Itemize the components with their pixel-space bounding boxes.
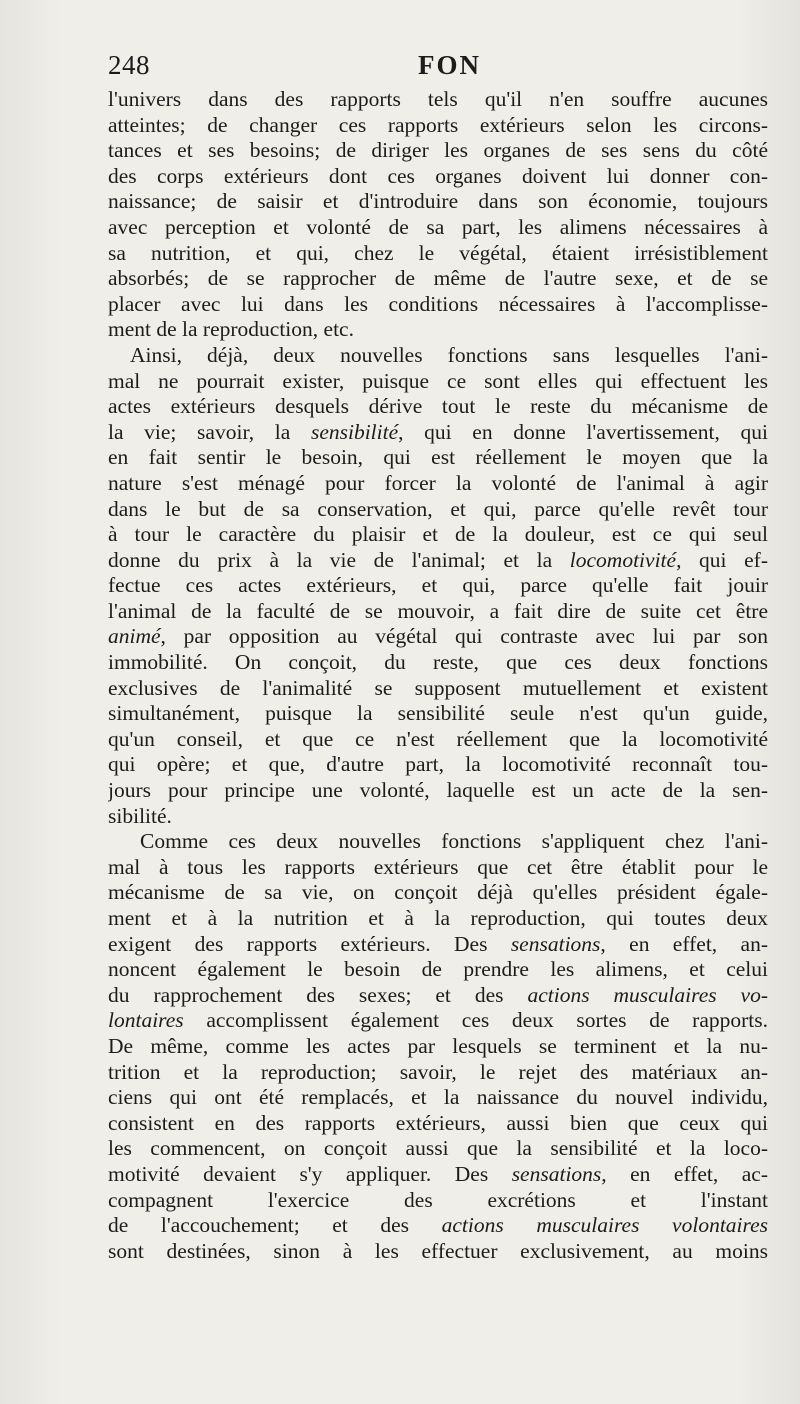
text-segment: accomplissent également ces deux sortes de rapports.: [183, 1008, 768, 1033]
text-line: naissance; de saisir et d'introduire dans son économie, toujours: [108, 189, 768, 214]
text-line: [108, 1008, 768, 1034]
italic-term: animé: [108, 624, 161, 649]
text-line: compagnent l'exercice des excrétions et l'instant: [108, 1187, 768, 1212]
text-line: Ainsi, déjà, deux nouvelles fonctions sans lesquelles l'ani-: [130, 342, 768, 367]
text-line: avec perception et volonté de sa part, les alimens nécessaires à: [108, 214, 768, 239]
text-line: mécanisme de sa vie, on conçoit déjà qu'elles président égale-: [108, 880, 768, 905]
text-line: absorbés; de se rapprocher de même de l'autre sexe, et de se: [108, 266, 768, 291]
text-line: à tour le caractère du plaisir et de la douleur, est ce qui seul: [108, 522, 768, 547]
text-line: simultanément, puisque la sensibilité seule n'est qu'un guide,: [108, 701, 768, 726]
italic-term: sensations: [510, 931, 601, 956]
text-line: sa nutrition, et qui, chez le végétal, étaient irrésistiblement: [108, 240, 768, 265]
text-line: mal ne pourrait exister, puisque ce sont elles qui effectuent les: [108, 368, 768, 393]
text-line: ment et à la nutrition et à la reproduction, qui toutes deux: [108, 906, 768, 930]
text-line: [108, 1162, 768, 1188]
running-head: FON: [418, 50, 481, 80]
body-text: [108, 87, 768, 1264]
text-segment: donne du prix à la vie de l'animal; et la: [108, 547, 570, 572]
text-line: les commencent, on conçoit aussi que la sensibilité et la loco-: [108, 1136, 768, 1161]
text-line: qu'un conseil, et que ce n'est réellement que la locomotivité: [108, 726, 768, 751]
italic-term: sensations: [511, 1161, 602, 1186]
text-segment: , qui ef-: [676, 547, 768, 572]
text-line: sont destinées, sinon à les effectuer exclusivement, au moins: [108, 1238, 768, 1263]
italic-term: sensibilité: [310, 419, 399, 444]
text-line: actes extérieurs desquels dérive tout le reste du mécanisme de: [108, 394, 768, 419]
text-line: [108, 983, 768, 1009]
text-line: De même, comme les actes par lesquels se terminent et la nu-: [108, 1033, 768, 1058]
text-line: noncent également le besoin de prendre les alimens, et celui: [108, 957, 768, 982]
text-line: Comme ces deux nouvelles fonctions s'appliquent chez l'ani-: [140, 829, 768, 854]
text-line: des corps extérieurs dont ces organes doivent lui donner con-: [108, 163, 768, 188]
text-line: [108, 548, 768, 574]
text-segment: , par opposition au végétal qui contraste avec lui par son: [160, 624, 768, 649]
page-header: [108, 50, 768, 86]
text-line: [108, 420, 768, 446]
text-line: l'animal de la faculté de se mouvoir, a fait dire de suite cet être: [108, 598, 768, 623]
text-line: exclusives de l'animalité se supposent mutuellement et existent: [108, 675, 768, 700]
text-line: consistent en des rapports extérieurs, aussi bien que ceux qui: [108, 1110, 768, 1135]
text-line: fectue ces actes extérieurs, et qui, parce qu'elle fait jouir: [108, 573, 768, 598]
page-number: 248: [108, 50, 150, 80]
text-segment: motivité devaient s'y appliquer. Des: [108, 1161, 512, 1186]
text-line: nature s'est ménagé pour forcer la volonté de l'animal à agir: [108, 470, 768, 495]
text-line: [108, 932, 768, 958]
text-segment: exigent des rapports extérieurs. Des: [108, 931, 511, 956]
text-line: placer avec lui dans les conditions nécessaires à l'accomplisse-: [108, 291, 768, 316]
text-line: [108, 1213, 768, 1239]
text-line: sibilité.: [108, 803, 172, 828]
text-line: qui opère; et que, d'autre part, la locomotivité reconnaît tou-: [108, 752, 768, 777]
italic-term: actions musculaires volontaires: [441, 1213, 768, 1238]
text-segment: la vie; savoir, la: [108, 419, 311, 444]
text-line: dans le but de sa conservation, et qui, parce qu'elle revêt tour: [108, 496, 768, 521]
text-line: tances et ses besoins; de diriger les organes de ses sens du côté: [108, 138, 768, 163]
text-segment: , en effet, an-: [600, 931, 768, 956]
text-segment: , en effet, ac-: [601, 1161, 768, 1186]
text-line: mal à tous les rapports extérieurs que cet être établit pour le: [108, 854, 768, 879]
text-segment: du rapprochement des sexes; et des: [108, 982, 528, 1007]
text-segment: , qui en donne l'avertissement, qui: [398, 419, 768, 444]
text-line: trition et la reproduction; savoir, le rejet des matériaux an-: [108, 1059, 768, 1084]
text-segment: de l'accouchement; et des: [108, 1213, 442, 1238]
italic-term: locomotivité: [569, 547, 677, 572]
text-line: l'univers dans des rapports tels qu'il n'en souffre aucunes: [108, 87, 768, 111]
text-line: immobilité. On conçoit, du reste, que ces deux fonctions: [108, 650, 768, 675]
text-line: ment de la reproduction, etc.: [108, 317, 354, 342]
italic-term: lontaires: [108, 1008, 184, 1033]
text-line: jours pour principe une volonté, laquelle est un acte de la sen-: [108, 778, 768, 803]
text-line: [108, 624, 768, 650]
italic-term: actions musculaires vo-: [527, 982, 768, 1007]
text-line: en fait sentir le besoin, qui est réellement le moyen que la: [108, 445, 768, 470]
text-line: atteintes; de changer ces rapports extérieurs selon les circons-: [108, 112, 768, 137]
text-line: ciens qui ont été remplacés, et la naissance du nouvel individu,: [108, 1085, 768, 1110]
